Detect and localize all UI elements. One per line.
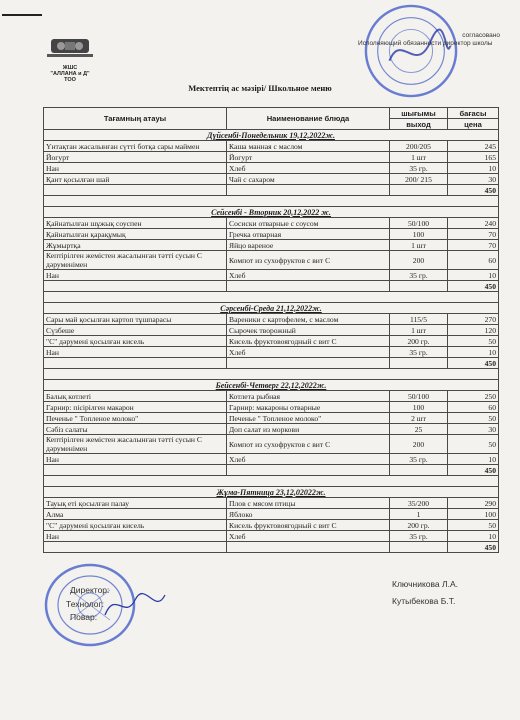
table-row (44, 163, 499, 174)
spacer-row (44, 292, 499, 303)
dish-yield: 2 шт (390, 413, 448, 424)
day-title: Бейсенбі-Четверг 22,12,2022ж. (44, 380, 499, 391)
dish-yield: 25 (390, 424, 448, 435)
table-row (44, 229, 499, 240)
dish-name-kz: Нан (44, 270, 227, 281)
total-row (44, 185, 499, 196)
dish-price: 10 (448, 531, 499, 542)
dish-yield: 35 гр. (390, 531, 448, 542)
dish-name-ru: Хлеб (227, 454, 390, 465)
dish-name-ru: Печенье " Топленое молоко" (227, 413, 390, 424)
dish-name-ru: Хлеб (227, 531, 390, 542)
menu-body (44, 130, 499, 553)
dish-price: 50 (448, 336, 499, 347)
spacer-cell (44, 196, 499, 207)
dish-name-ru: Хлеб (227, 270, 390, 281)
day-header-row (44, 207, 499, 218)
table-row (44, 218, 499, 229)
dish-name-ru: Гарнир: макароны отварные (227, 402, 390, 413)
dish-price: 70 (448, 229, 499, 240)
spacer-row (44, 196, 499, 207)
table-row (44, 413, 499, 424)
col-header-price-bottom: цена (448, 119, 499, 130)
dish-price: 10 (448, 163, 499, 174)
dish-name-ru: Компот из сухофруктов с вит С (227, 435, 390, 454)
dish-price: 10 (448, 347, 499, 358)
footer-name-2: Кутыбекова Б.Т. (392, 596, 456, 606)
col-header-yield-bottom: выход (390, 119, 448, 130)
table-row (44, 270, 499, 281)
total-blank-1 (44, 465, 227, 476)
dish-price: 50 (448, 413, 499, 424)
approval-line-1: согласовано (462, 32, 500, 39)
dish-name-ru: Сосиски отварные с соусом (227, 218, 390, 229)
dish-name-ru: Кисель фруктовоягодный с вит С (227, 336, 390, 347)
total-blank-2 (227, 185, 390, 196)
dish-name-kz: Алма (44, 509, 227, 520)
dish-yield: 50/100 (390, 218, 448, 229)
dish-name-kz: Қайнатылған қарақұмық (44, 229, 227, 240)
dish-yield: 35 гр. (390, 163, 448, 174)
total-blank-1 (44, 185, 227, 196)
dish-name-kz: Йогурт (44, 152, 227, 163)
day-title: Жұма-Пятница 23,12,02022ж. (44, 487, 499, 498)
day-total: 450 (448, 185, 499, 196)
total-blank-2 (227, 542, 390, 553)
table-row (44, 251, 499, 270)
spacer-cell (44, 476, 499, 487)
dish-name-ru: Котлета рыбная (227, 391, 390, 402)
total-blank-3 (390, 281, 448, 292)
dish-price: 100 (448, 509, 499, 520)
dish-name-kz: Гарнир: пісірілген макарон (44, 402, 227, 413)
dish-name-ru: Яблоко (227, 509, 390, 520)
day-total: 450 (448, 281, 499, 292)
table-row (44, 314, 499, 325)
dish-yield: 200/205 (390, 141, 448, 152)
dish-name-kz: Сәбіз салаты (44, 424, 227, 435)
page-title: Мектептің ас мәзірі/ Школьное меню (188, 83, 332, 93)
total-blank-3 (390, 542, 448, 553)
footer-cook-label: Повар: (70, 612, 98, 622)
total-blank-1 (44, 542, 227, 553)
dish-yield: 1 шт (390, 152, 448, 163)
dish-name-kz: Қайнатылған шұжық соуспен (44, 218, 227, 229)
table-row (44, 509, 499, 520)
day-header-row (44, 487, 499, 498)
total-blank-1 (44, 358, 227, 369)
dish-yield: 100 (390, 402, 448, 413)
dish-price: 120 (448, 325, 499, 336)
dish-yield: 200 гр. (390, 520, 448, 531)
day-header-row (44, 380, 499, 391)
signature-icon (100, 585, 170, 625)
dish-name-kz: Сүзбеше (44, 325, 227, 336)
dish-name-ru: Компот из сухофруктов с вит С (227, 251, 390, 270)
dish-name-ru: Плов с мясом птицы (227, 498, 390, 509)
dish-yield: 200 (390, 435, 448, 454)
table-row (44, 347, 499, 358)
footer-technologist-label: Технолог: (66, 599, 104, 609)
dish-price: 10 (448, 454, 499, 465)
dish-name-kz: "С" дәрумені қосылған кисель (44, 520, 227, 531)
dish-name-kz: Жұмыртқа (44, 240, 227, 251)
dish-price: 10 (448, 270, 499, 281)
dish-price: 60 (448, 402, 499, 413)
table-row (44, 141, 499, 152)
table-row (44, 531, 499, 542)
logo-line-3: ТОО (64, 77, 76, 83)
dish-yield: 200 гр. (390, 336, 448, 347)
table-row (44, 152, 499, 163)
dish-price: 30 (448, 424, 499, 435)
total-row (44, 358, 499, 369)
dish-name-kz: "С" дәрумені қосылған кисель (44, 336, 227, 347)
dish-name-kz: Балық котлеті (44, 391, 227, 402)
day-header-row (44, 130, 499, 141)
spacer-row (44, 369, 499, 380)
dish-yield: 1 шт (390, 240, 448, 251)
dish-price: 245 (448, 141, 499, 152)
dish-price: 290 (448, 498, 499, 509)
dish-name-ru: Хлеб (227, 347, 390, 358)
dish-yield: 35 гр. (390, 270, 448, 281)
col-header-price-top: бағасы (448, 108, 499, 119)
dish-yield: 115/5 (390, 314, 448, 325)
total-blank-3 (390, 185, 448, 196)
dish-yield: 35/200 (390, 498, 448, 509)
day-total: 450 (448, 465, 499, 476)
dish-name-ru: Вареники с картофелем, с маслом (227, 314, 390, 325)
dish-price: 165 (448, 152, 499, 163)
dish-price: 270 (448, 314, 499, 325)
dish-yield: 1 (390, 509, 448, 520)
spacer-cell (44, 292, 499, 303)
dish-name-kz: Сары май қосылған картоп тұшпарасы (44, 314, 227, 325)
dish-name-ru: Доп салат из моркови (227, 424, 390, 435)
table-row (44, 240, 499, 251)
dish-name-kz: Қант қосылған шай (44, 174, 227, 185)
dish-name-ru: Гречка отварная (227, 229, 390, 240)
col-header-name-kz: Тағамның атауы (44, 108, 227, 130)
table-row (44, 454, 499, 465)
day-title: Сейсенбі - Вторник 20,12,2022 ж. (44, 207, 499, 218)
table-row (44, 424, 499, 435)
footer-director-label: Директор: (70, 585, 110, 595)
logo-emblem-icon (41, 36, 99, 60)
col-header-name-ru: Наименование блюда (227, 108, 390, 130)
dish-price: 70 (448, 240, 499, 251)
top-rule (2, 14, 42, 16)
dish-yield: 200/ 215 (390, 174, 448, 185)
total-blank-2 (227, 465, 390, 476)
table-row (44, 174, 499, 185)
day-title: Сәрсенбі-Среда 21,12,2022ж. (44, 303, 499, 314)
dish-price: 50 (448, 520, 499, 531)
dish-name-kz: Кептірілген жемістен жасалынған тәтті сусын С дәруменімен (44, 435, 227, 454)
total-blank-3 (390, 465, 448, 476)
dish-yield: 1 шт (390, 325, 448, 336)
dish-name-kz: Нан (44, 531, 227, 542)
total-blank-2 (227, 358, 390, 369)
total-blank-2 (227, 281, 390, 292)
dish-name-ru: Кисель фруктовоягодный с вит С (227, 520, 390, 531)
dish-name-kz: Нан (44, 163, 227, 174)
day-total: 450 (448, 542, 499, 553)
dish-name-kz: Кептірілген жемістен жасалынған тәтті сусын С дәруменімен (44, 251, 227, 270)
table-row (44, 336, 499, 347)
header-row (44, 108, 499, 119)
dish-yield: 35 гр. (390, 347, 448, 358)
dish-name-ru: Чай с сахаром (227, 174, 390, 185)
dish-yield: 35 гр. (390, 454, 448, 465)
total-row (44, 465, 499, 476)
dish-price: 60 (448, 251, 499, 270)
dish-name-kz: Тауық еті қосылған палау (44, 498, 227, 509)
spacer-cell (44, 369, 499, 380)
day-total: 450 (448, 358, 499, 369)
dish-name-ru: Йогурт (227, 152, 390, 163)
dish-yield: 50/100 (390, 391, 448, 402)
total-row (44, 542, 499, 553)
dish-price: 240 (448, 218, 499, 229)
dish-name-kz: Нан (44, 454, 227, 465)
dish-price: 50 (448, 435, 499, 454)
dish-yield: 200 (390, 251, 448, 270)
dish-name-kz: Печенье " Топленое молоко" (44, 413, 227, 424)
table-row (44, 520, 499, 531)
table-row (44, 402, 499, 413)
company-logo (36, 36, 104, 83)
spacer-row (44, 476, 499, 487)
col-header-yield-top: шығымы (390, 108, 448, 119)
table-row (44, 391, 499, 402)
logo-line-1: ЖШС (62, 65, 78, 71)
total-row (44, 281, 499, 292)
dish-name-kz: Үнтақтан жасалынған сүтті ботқа сары маймен (44, 141, 227, 152)
dish-name-ru: Сырочек творожный (227, 325, 390, 336)
total-blank-1 (44, 281, 227, 292)
total-blank-3 (390, 358, 448, 369)
menu-table (43, 107, 499, 553)
logo-line-2: "АЛЛАНА и Д" (50, 71, 90, 77)
dish-name-kz: Нан (44, 347, 227, 358)
dish-price: 30 (448, 174, 499, 185)
dish-yield: 100 (390, 229, 448, 240)
table-row (44, 435, 499, 454)
dish-name-ru: Каша манная с маслом (227, 141, 390, 152)
dish-name-ru: Хлеб (227, 163, 390, 174)
approval-line-2: Исполняющий обязанности директор школы (358, 40, 493, 47)
dish-name-ru: Яйцо вареное (227, 240, 390, 251)
approval-text (358, 32, 500, 48)
footer-name-1: Ключникова Л.А. (392, 579, 458, 589)
table-row (44, 498, 499, 509)
day-header-row (44, 303, 499, 314)
dish-price: 250 (448, 391, 499, 402)
day-title: Дүйсенбі-Понедельник 19,12,2022ж. (44, 130, 499, 141)
table-row (44, 325, 499, 336)
